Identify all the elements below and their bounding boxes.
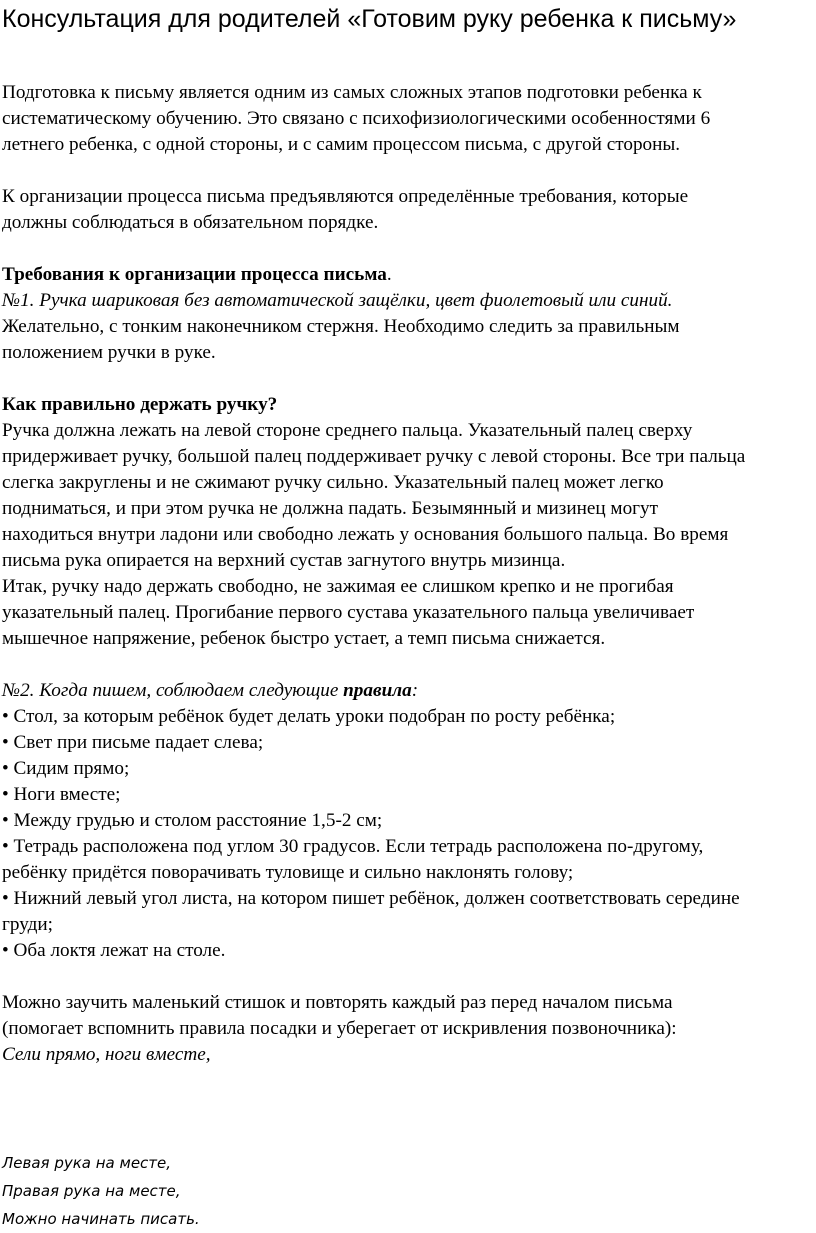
rules-list-item: • Оба локтя лежат на столе. <box>2 940 226 961</box>
paragraph-gap <box>2 964 814 990</box>
how-to-hold-line: мышечное напряжение, ребенок быстро устает, а темп письма снижается. <box>2 628 606 649</box>
rules-list-item: • Свет при письме падает слева; <box>2 732 264 753</box>
how-to-hold-line: слегка закруглены и не сжимают ручку сильно. Указательный палец может легко <box>2 472 664 493</box>
verse-first-line: Сели прямо, ноги вместе, <box>2 1044 211 1065</box>
rules-list-item: груди; <box>2 914 53 935</box>
how-to-hold-line: указательный палец. Прогибание первого сустава указательного пальца увеличивает <box>2 602 695 623</box>
requirements-heading: Требования к организации процесса письма <box>2 264 387 285</box>
rules-heading-bold: правила <box>343 680 412 701</box>
paragraph-gap <box>2 652 814 678</box>
intro-line: летнего ребенка, с одной стороны, и с самим процессом письма, с другой стороны. <box>2 134 681 155</box>
how-to-hold-line: находиться внутри ладони или свободно лежать у основания большого пальца. Во время <box>2 524 729 545</box>
paragraph-gap <box>2 236 814 262</box>
paragraph-gap <box>2 158 814 184</box>
how-to-hold-line: придерживает ручку, большой палец поддерживает ручку с левой стороны. Все три пальца <box>2 446 746 467</box>
rules-list-item: • Между грудью и столом расстояние 1,5-2 см; <box>2 810 383 831</box>
how-to-hold-heading: Как правильно держать ручку? <box>2 394 278 415</box>
rules-list-item: • Тетрадь расположена под углом 30 градусов. Если тетрадь расположена по-другому, <box>2 836 704 857</box>
verse-intro-line: Можно заучить маленький стишок и повторять каждый раз перед началом письма <box>2 992 673 1013</box>
poem-line: Можно начинать писать. <box>2 1210 200 1228</box>
requirements-intro-line: К организации процесса письма предъявляются определённые требования, которые <box>2 186 689 207</box>
requirement-item-1-text: Желательно, с тонким наконечником стержня. Необходимо следить за правильным <box>2 316 680 337</box>
rules-heading <box>2 678 814 704</box>
poem-line: Левая рука на месте, <box>2 1154 172 1172</box>
requirement-item-1-text: положением ручки в руке. <box>2 342 216 363</box>
requirement-item-1-title: №1. Ручка шариковая без автоматической защёлки, цвет фиолетовый или синий. <box>2 290 673 311</box>
poem-block <box>2 1149 200 1233</box>
rules-heading-suffix: : <box>411 680 419 701</box>
verse-intro-line: (помогает вспомнить правила посадки и уберегает от искривления позвоночника): <box>2 1018 677 1039</box>
document-body <box>2 80 814 1068</box>
document-title: Консультация для родителей «Готовим руку ребенка к письму» <box>2 5 737 33</box>
requirements-heading-dot: . <box>386 264 392 285</box>
rules-list-item: • Ноги вместе; <box>2 784 121 805</box>
rules-list-item: ребёнку придётся поворачивать туловище и сильно наклонять голову; <box>2 862 574 883</box>
how-to-hold-line: письма рука опирается на верхний сустав загнутого внутрь мизинца. <box>2 550 566 571</box>
requirements-intro-line: должны соблюдаться в обязательном порядке. <box>2 212 379 233</box>
how-to-hold-line: подниматься, и при этом ручка не должна падать. Безымянный и мизинец могут <box>2 498 659 519</box>
rules-list-item: • Сидим прямо; <box>2 758 130 779</box>
how-to-hold-line: Итак, ручку надо держать свободно, не зажимая ее слишком крепко и не прогибая <box>2 576 674 597</box>
rules-list-item: • Нижний левый угол листа, на котором пишет ребёнок, должен соответствовать середине <box>2 888 740 909</box>
rules-heading-prefix: №2. Когда пишем, соблюдаем следующие <box>2 680 344 701</box>
how-to-hold-line: Ручка должна лежать на левой стороне среднего пальца. Указательный палец сверху <box>2 420 693 441</box>
paragraph-gap <box>2 366 814 392</box>
intro-line: Подготовка к письму является одним из самых сложных этапов подготовки ребенка к <box>2 82 702 103</box>
poem-line: Правая рука на месте, <box>2 1182 181 1200</box>
intro-line: систематическому обучению. Это связано с психофизиологическими особенностями 6 <box>2 108 711 129</box>
rules-list-item: • Стол, за которым ребёнок будет делать уроки подобран по росту ребёнка; <box>2 706 616 727</box>
requirements-heading-line <box>2 262 814 288</box>
